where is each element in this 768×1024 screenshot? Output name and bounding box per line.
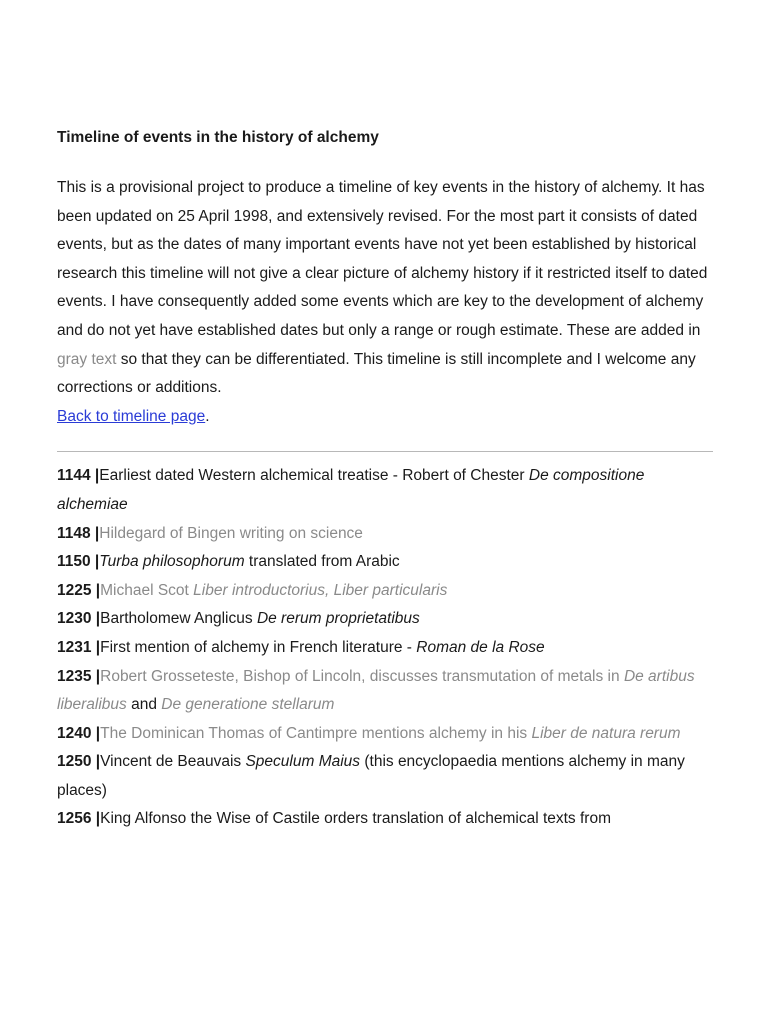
entry-text: King Alfonso the Wise of Castile orders translation of alchemical texts from xyxy=(100,810,611,828)
entry-text: translated from Arabic xyxy=(244,553,400,571)
timeline-entry xyxy=(57,520,717,549)
entry-work-title: De generatione stellarum xyxy=(161,696,335,714)
entry-year: 1150 | xyxy=(57,553,100,571)
divider xyxy=(57,451,713,452)
timeline-entry xyxy=(57,805,717,834)
entry-text: First mention of alchemy in French literature - xyxy=(100,638,417,656)
entry-text: Bartholomew Anglicus xyxy=(100,610,257,628)
timeline-entry xyxy=(57,720,717,749)
entry-work-title: De artibus liberalibus xyxy=(57,667,695,714)
timeline-entry xyxy=(57,634,717,663)
entry-year: 1148 | xyxy=(57,524,100,542)
timeline-entries xyxy=(57,462,717,834)
entry-work-title: Turba philosophorum xyxy=(99,553,245,571)
entry-text: (this encyclopaedia mentions alchemy in many places) xyxy=(57,753,685,799)
entry-year: 1144 | xyxy=(57,467,100,485)
timeline-entry xyxy=(57,605,717,634)
entry-year: 1230 | xyxy=(57,610,101,628)
entry-year: 1235 | xyxy=(57,667,101,685)
entry-text: Robert Grosseteste, Bishop of Lincoln, discusses transmutation of metals in xyxy=(100,667,624,685)
intro-text-end: so that they can be differentiated. This timeline is still incomplete and I welcome any corrections or additions. xyxy=(57,350,696,397)
entry-year: 1240 | xyxy=(57,724,101,742)
gray-text-sample: gray text xyxy=(57,350,117,368)
timeline-entry xyxy=(57,548,717,577)
entry-text: Michael Scot xyxy=(100,581,194,599)
entry-text: and xyxy=(126,696,162,714)
entry-year: 1225 | xyxy=(57,581,101,599)
intro-text: This is a provisional project to produce a timeline of key events in the history of alchemy. It has been updated on 25 April 1998, and extensively revised. For the most part it consists of dated events, but as the dates of many important events have not yet been established by historical research this timeline will not give a clear picture of alchemy history if it restricted itself to dated events. I have consequently added some events which are key to the development of alchemy and do not yet have established dates but only a range or rough estimate. These are added in xyxy=(57,179,708,339)
entry-work-title: Liber de natura rerum xyxy=(531,724,681,742)
intro-paragraph xyxy=(57,174,717,431)
timeline-entry xyxy=(57,663,717,720)
entry-year: 1250 | xyxy=(57,753,101,771)
entry-work-title: Speculum Maius xyxy=(245,753,361,771)
entry-work-title: Liber introductorius, Liber particularis xyxy=(193,581,448,599)
entry-year: 1231 | xyxy=(57,638,101,656)
timeline-entry xyxy=(57,577,717,606)
back-to-timeline-link[interactable]: Back to timeline page xyxy=(57,407,206,425)
timeline-entry xyxy=(57,748,717,805)
entry-year: 1256 | xyxy=(57,810,101,828)
link-trailing-period: . xyxy=(205,407,210,425)
entry-work-title: De compositione alchemiae xyxy=(57,467,645,513)
timeline-entry xyxy=(57,462,717,519)
entry-text: Earliest dated Western alchemical treatise - Robert of Chester xyxy=(99,467,529,485)
entry-text: The Dominican Thomas of Cantimpre mentions alchemy in his xyxy=(100,724,532,742)
entry-text: Hildegard of Bingen writing on science xyxy=(99,524,363,542)
page-title: Timeline of events in the history of alchemy xyxy=(57,129,379,146)
document-content xyxy=(57,124,717,834)
entry-work-title: De rerum proprietatibus xyxy=(256,610,420,628)
entry-text: Vincent de Beauvais xyxy=(100,753,246,771)
entry-work-title: Roman de la Rose xyxy=(416,638,545,656)
